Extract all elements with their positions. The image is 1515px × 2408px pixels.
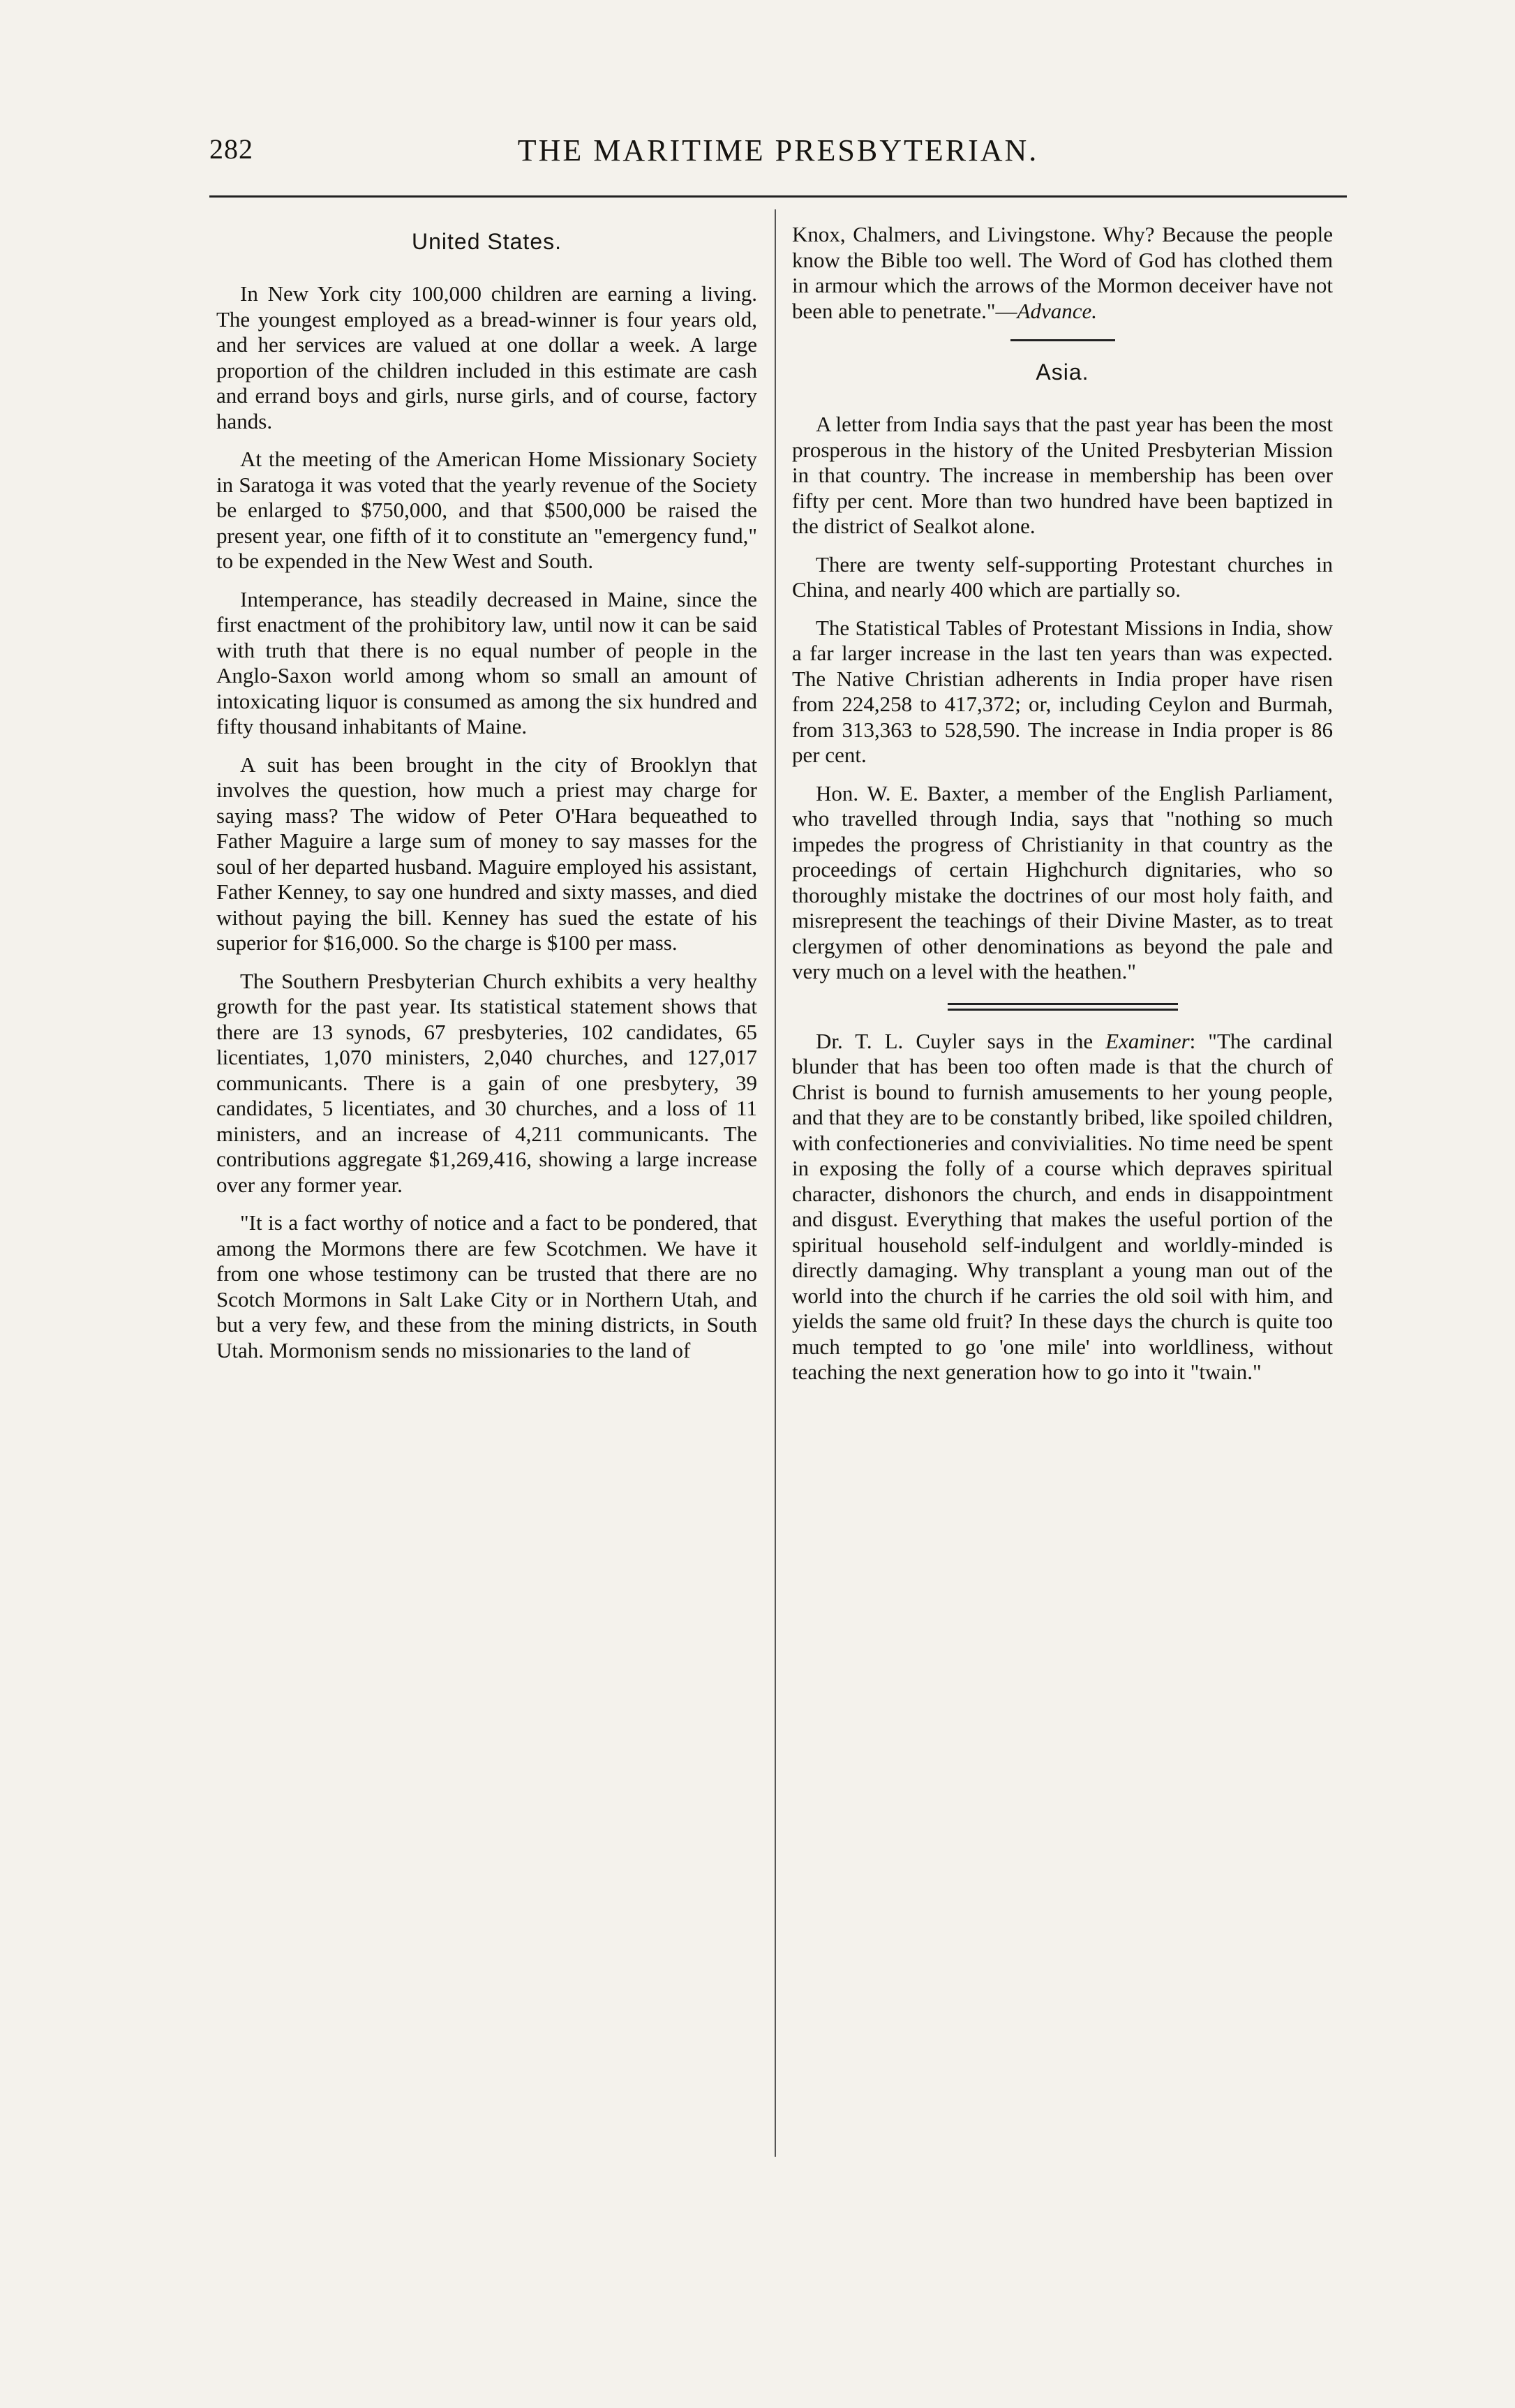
article-paragraph: "It is a fact worthy of notice and a fact to be pondered, that among the Mormons there are few Scotchmen. We have it from one whose testimony can be trusted that there are no Scotch Mormons in Salt Lake City or in Northern Utah, and but a very few, and these from the mining districts, in South Utah. Mormonism sends no missionaries to the land of [216, 1210, 757, 1362]
article-paragraph: The Southern Presbyterian Church exhibits a very healthy growth for the past year. Its statistical statement shows that there are 13 synods, 67 presbyteries, 102 candidates, 65 licentiates, 1,070 ministers, 2,040 churches, and 127,017 communicants. There is a gain of one presbytery, 39 candidates, 5 licentiates, and 30 churches, and a loss of 11 ministers, and an increase of 4,211 communicants. The contributions aggregate $1,269,416, showing a large increase over any former year. [216, 968, 757, 1197]
article-paragraph-cuyler [792, 1029, 1333, 1385]
column-divider [775, 209, 776, 2157]
page-header [209, 133, 1347, 174]
section-title-asia: Asia. [1036, 359, 1089, 385]
article-paragraph: A letter from India says that the past year has been the most prosperous in the history of the United Presbyterian Mission in that country. The increase in membership has been over fifty per cent. More than two hundred have been baptized in the district of Sealkot alone. [792, 412, 1333, 538]
continued-paragraph [792, 222, 1333, 324]
source-publication: Examiner [1105, 1028, 1190, 1053]
left-column [216, 222, 757, 1376]
right-column [792, 222, 1333, 1398]
header-rule [209, 195, 1347, 198]
article-paragraph: At the meeting of the American Home Missionary Society in Saratoga it was voted that the yearly revenue of the Society be enlarged to $750,000, and that $500,000 be raised the present year, one fifth of it to constitute an "emergency fund," to be expended in the New West and South. [216, 447, 757, 573]
article-paragraph: The Statistical Tables of Protestant Missions in India, show a far larger increase in the last ten years than was expected. The Native Christian adherents in India proper have risen from 224,258 to 417,372; or, including Ceylon and Burmah, from 313,363 to 528,590. The increase in India proper is 86 per cent. [792, 615, 1333, 767]
continued-text: Knox, Chalmers, and Livingstone. Why? Because the people know the Bible too well. The Word of God has clothed them in armour which the arrows of the Mormon deceiver have not been able to penetrate."— [792, 222, 1333, 323]
double-rule-divider [948, 1003, 1178, 1011]
page-number: 282 [209, 133, 253, 165]
source-attribution: Advance. [1017, 298, 1097, 323]
running-title: THE MARITIME PRESBYTERIAN. [517, 133, 1039, 168]
article-paragraph: Intemperance, has steadily decreased in Maine, since the first enactment of the prohibitory law, until now it can be said with truth that there is no equal number of people in the Anglo-Saxon world among whom so small an amount of intoxicating liquor is consumed as among the six hundred and fifty thousand inhabitants of Maine. [216, 586, 757, 738]
article-paragraph: There are twenty self-supporting Protestant churches in China, and nearly 400 which are partially so. [792, 551, 1333, 602]
article-paragraph: In New York city 100,000 children are earning a living. The youngest employed as a bread-winner is four years old, and her services are valued at one dollar a week. A large proportion of the children included in this estimate are cash and errand boys and girls, nurse girls, and of course, factory hands. [216, 281, 757, 433]
section-title-united-states: United States. [412, 229, 562, 254]
article-paragraph: A suit has been brought in the city of Brooklyn that involves the question, how much a priest may charge for saying mass? The widow of Peter O'Hara bequeathed to Father Maguire a large sum of money to say masses for the soul of her departed husband. Maguire employed his assistant, Father Kenney, to say one hundred and sixty masses, and died without paying the bill. Kenney has sued the estate of his superior for $16,000. So the charge is $100 per mass. [216, 752, 757, 955]
article-paragraph: Hon. W. E. Baxter, a member of the English Parliament, who travelled through India, says that "nothing so much impedes the progress of Christianity in that country as the proceedings of certain Highchurch dignitaries, who so thoroughly mistake the doctrines of our most holy faith, and misrepresent the teachings of their Divine Master, as to treat clergymen of other denominations as beyond the pale and very much on a level with the heathen." [792, 780, 1333, 983]
cuyler-intro: Dr. T. L. Cuyler says in the [816, 1028, 1106, 1053]
cuyler-quote: : "The cardinal blunder that has been too often made is that the church of Christ is bound to furnish amusements to her young people, and that they are to be constantly bribed, like spoiled children, with confectioneries and convivialities. No time need be spent in exposing the folly of a course which depraves spiritual character, dishonors the church, and ends in disappointment and disgust. Everything that makes the useful portion of the spiritual household self-indulgent and worldly-minded is directly damaging. Why transplant a young man out of the world into the church if he carries the old soil with him, and yields the same old fruit? In these days the church is quite too much tempted to go 'one mile' into worldliness, without teaching the next generation how to go into it "twain." [792, 1028, 1333, 1384]
section-divider [1010, 339, 1115, 341]
